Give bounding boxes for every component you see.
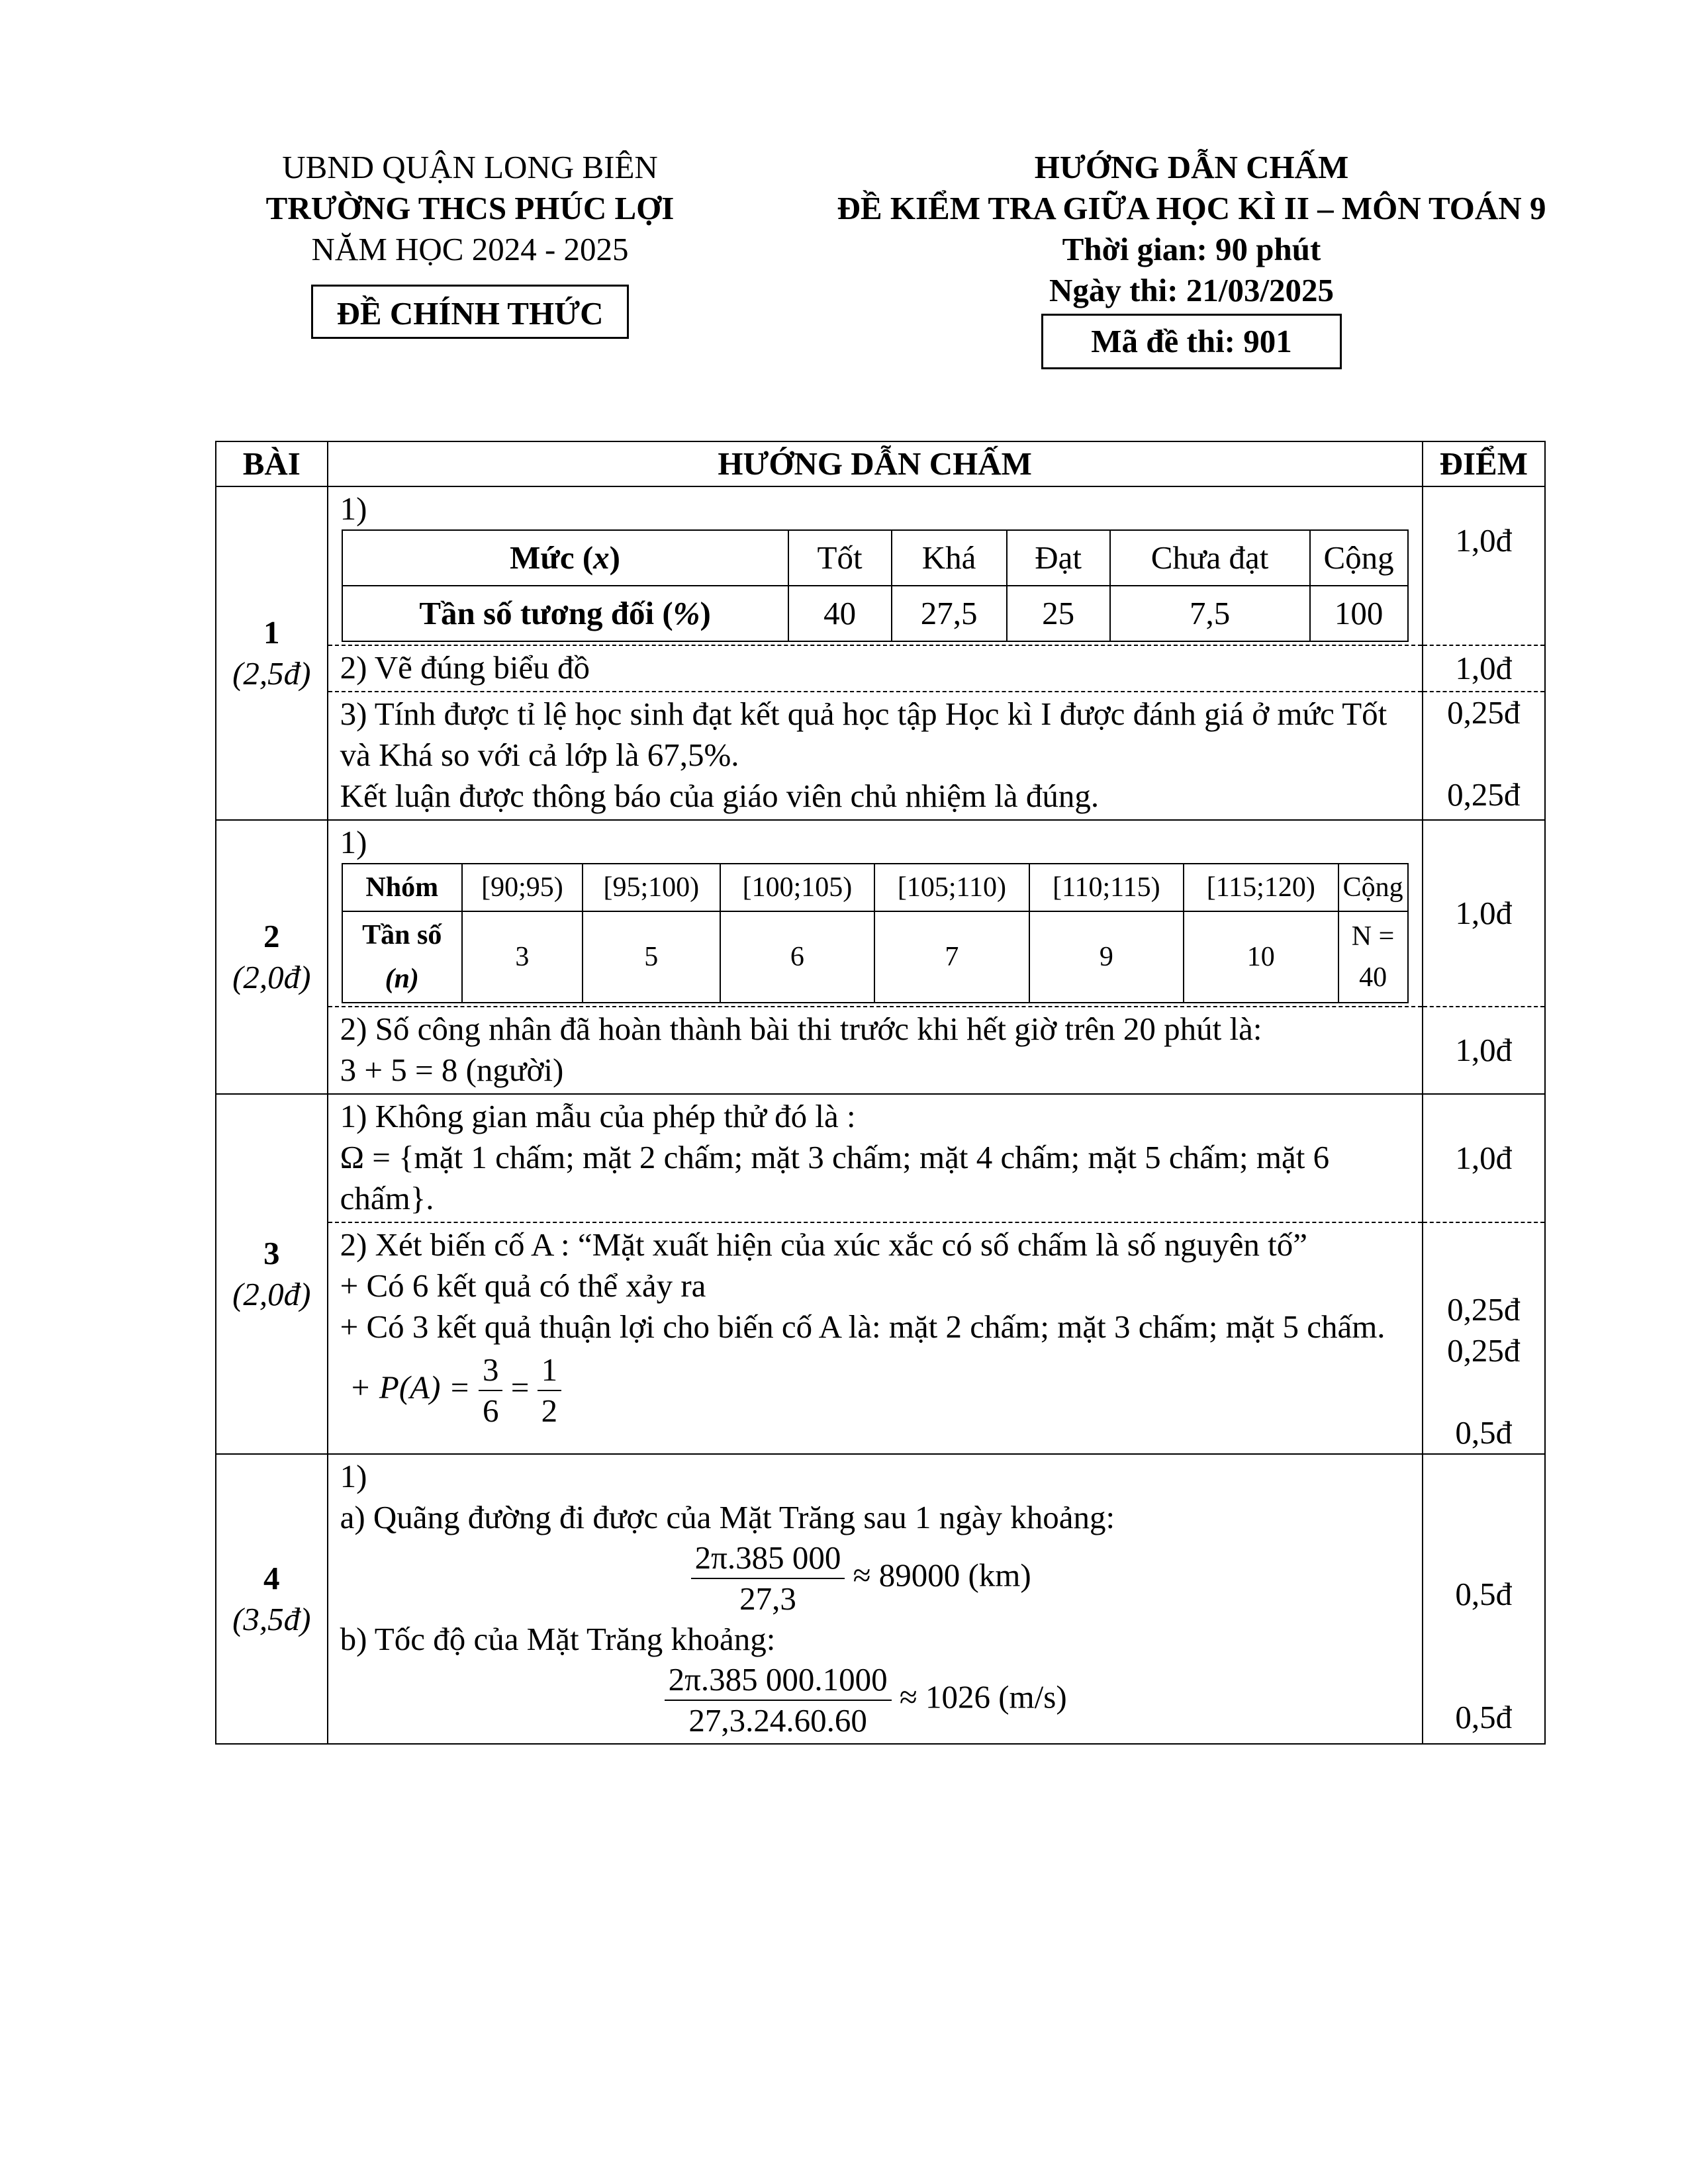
school-name: TRƯỜNG THCS PHÚC LỢI: [265, 190, 675, 226]
q2-cell-tanso-a: Tần số: [362, 920, 442, 950]
q3-part1-row: [216, 1094, 1545, 1222]
q1-table-row2: [342, 586, 1408, 641]
q4-a-text: a) Quãng đường đi được của Mặt Trăng sau 1 ngày khoảng:: [340, 1499, 1115, 1535]
grading-table: [215, 441, 1546, 1745]
q4-a-den: 27,3: [739, 1580, 796, 1617]
header-left: [218, 147, 722, 339]
q1-part3-row: [216, 692, 1545, 820]
q2-part1-row: [216, 820, 1545, 1007]
q1-cell: 7,5: [1110, 586, 1310, 641]
q4-a-formula: [340, 1538, 1413, 1619]
q2-label: [216, 820, 328, 1094]
q2-table-row2: [342, 911, 1408, 1003]
q4-content: [328, 1454, 1423, 1744]
q4-a-frac: [691, 1538, 845, 1619]
q2-cell-tanso-b: (n): [385, 964, 419, 994]
q1-cell: Tốt: [788, 530, 892, 586]
q4-b-den: 27,3.24.60.60: [688, 1702, 867, 1739]
header-right: [741, 147, 1642, 369]
official-badge: ĐỀ CHÍNH THỨC: [311, 285, 630, 339]
q1-table-row1: [342, 530, 1408, 586]
q2-cell: 6: [720, 911, 875, 1003]
q2-cell: [110;115): [1029, 864, 1184, 911]
q3-frac2-num: 1: [538, 1350, 562, 1391]
q1-cell: Cộng: [1310, 530, 1408, 586]
q3-frac1-den: 6: [482, 1392, 499, 1429]
q1-frequency-table: [342, 529, 1409, 642]
q1-part3-line1: 3) Tính được tỉ lệ học sinh đạt kết quả học tập Học kì I được đánh giá ở mức Tốt và Khá so với cả lớp là 67,5%.: [340, 696, 1387, 773]
q2-cell-tanso: [342, 911, 462, 1003]
table-header-row: [216, 441, 1545, 486]
q4-a-num: 2π.385 000: [691, 1538, 845, 1579]
q3-eq-sign: =: [510, 1369, 530, 1406]
q3-part1-line2: Ω = {mặt 1 chấm; mặt 2 chấm; mặt 3 chấm; mặt 4 chấm; mặt 5 chấm; mặt 6 chấm}.: [340, 1139, 1330, 1216]
q4-total: (3,5đ): [232, 1601, 311, 1637]
q2-cell: 5: [583, 911, 720, 1003]
q2-part2-line1: 2) Số công nhân đã hoàn thành bài thi trước khi hết giờ trên 20 phút là:: [340, 1011, 1262, 1047]
q2-part2-points: 1,0đ: [1423, 1007, 1545, 1094]
q1-part1-row: [216, 486, 1545, 645]
q2-part2-content: [328, 1007, 1423, 1094]
q4-a-points: 0,5đ: [1455, 1576, 1513, 1612]
q3-number: 3: [263, 1235, 280, 1271]
q2-part1-points: 1,0đ: [1423, 820, 1545, 1007]
q3-label: [216, 1094, 328, 1454]
exam-code-badge: Mã đề thi: 901: [1041, 314, 1342, 369]
q4-row: [216, 1454, 1545, 1744]
q1-cell-tanso: Tần số tương đối (%): [342, 586, 788, 641]
q1-part2-row: [216, 645, 1545, 692]
q4-b-formula: [340, 1660, 1413, 1741]
q3-part1-points: 1,0đ: [1423, 1094, 1545, 1222]
q2-table-row1: [342, 864, 1408, 911]
q2-cell: 10: [1184, 911, 1338, 1003]
q1-part1-content: [328, 486, 1423, 645]
q4-label: [216, 1454, 328, 1744]
q1-cell: Chưa đạt: [1110, 530, 1310, 586]
q1-total: (2,5đ): [232, 655, 311, 692]
q2-cell: 7: [874, 911, 1029, 1003]
q3-frac2-den: 2: [541, 1392, 558, 1429]
exam-date: Ngày thi: 21/03/2025: [1049, 272, 1335, 308]
q1-cell: 25: [1007, 586, 1110, 641]
q2-cell: Cộng: [1338, 864, 1408, 911]
district-name: UBND QUẬN LONG BIÊN: [282, 149, 658, 185]
q4-b-points: 0,5đ: [1455, 1699, 1513, 1735]
q2-part2-row: [216, 1007, 1545, 1094]
q3-part2-line3: + Có 3 kết quả thuận lợi cho biến cố A là: mặt 2 chấm; mặt 3 chấm; mặt 5 chấm.: [340, 1308, 1385, 1345]
q3-frac1-num: 3: [479, 1350, 503, 1391]
q1-number: 1: [263, 614, 280, 651]
school-year: NĂM HỌC 2024 - 2025: [311, 231, 629, 267]
q1-cell: Khá: [892, 530, 1007, 586]
q2-part1-content: [328, 820, 1423, 1007]
q2-cell: [100;105): [720, 864, 875, 911]
q1-part2-points: 1,0đ: [1423, 645, 1545, 692]
q2-cell: 9: [1029, 911, 1184, 1003]
q3-part2-points3: 0,5đ: [1455, 1414, 1513, 1451]
q3-part2-row: [216, 1222, 1545, 1454]
q1-cell: Đạt: [1007, 530, 1110, 586]
q1-cell: 40: [788, 586, 892, 641]
q2-cell: 3: [462, 911, 583, 1003]
q3-probability: [340, 1350, 1413, 1431]
q3-part2-line2: + Có 6 kết quả có thể xảy ra: [340, 1267, 706, 1304]
col-header-points: ĐIỂM: [1423, 441, 1545, 486]
q4-b-frac: [665, 1660, 892, 1741]
q3-part1-content: [328, 1094, 1423, 1222]
q2-cell: N = 40: [1338, 911, 1408, 1003]
q3-total: (2,0đ): [232, 1276, 311, 1312]
q4-b-result: ≈ 1026 (m/s): [899, 1678, 1067, 1715]
q3-frac1: [479, 1350, 503, 1431]
q1-part3-content: [328, 692, 1423, 820]
q3-part2-content: [328, 1222, 1423, 1454]
q4-points: [1423, 1454, 1545, 1744]
q2-cell-nhom: Nhóm: [342, 864, 462, 911]
q4-a-result: ≈ 89000 (km): [853, 1557, 1031, 1594]
q2-group-table: [342, 863, 1409, 1003]
q4-b-num: 2π.385 000.1000: [665, 1660, 892, 1701]
q2-number: 2: [263, 918, 280, 954]
q1-label: [216, 486, 328, 820]
q1-cell: 27,5: [892, 586, 1007, 641]
q4-number: 4: [263, 1560, 280, 1596]
q3-prob-prefix: + P(A) =: [349, 1369, 471, 1406]
exam-duration: Thời gian: 90 phút: [1062, 231, 1321, 267]
q2-part1-label: 1): [340, 824, 367, 860]
q2-cell: [115;120): [1184, 864, 1338, 911]
q1-part2-content: 2) Vẽ đúng biểu đồ: [328, 645, 1423, 692]
q1-cell-muc: Mức (x): [342, 530, 788, 586]
q1-cell: 100: [1310, 586, 1408, 641]
col-header-guide: HƯỚNG DẪN CHẤM: [328, 441, 1423, 486]
q1-part1-points: 1,0đ: [1423, 486, 1545, 645]
q3-part2-points: [1423, 1222, 1545, 1454]
q1-part1-label: 1): [340, 490, 367, 527]
exam-title: ĐỀ KIỂM TRA GIỮA HỌC KÌ II – MÔN TOÁN 9: [837, 190, 1546, 226]
q2-part2-line2: 3 + 5 = 8 (người): [340, 1052, 564, 1088]
q3-part1-line1: 1) Không gian mẫu của phép thử đó là :: [340, 1098, 856, 1134]
q3-frac2: [538, 1350, 562, 1431]
q1-part3-points1: 0,25đ: [1447, 694, 1521, 731]
q3-part2-line1: 2) Xét biến cố A : “Mặt xuất hiện của xúc xắc có số chấm là số nguyên tố”: [340, 1226, 1307, 1263]
col-header-bai: BÀI: [216, 441, 328, 486]
q1-part3-points: [1423, 692, 1545, 820]
q3-part2-points2: 0,25đ: [1447, 1332, 1521, 1369]
q2-cell: [90;95): [462, 864, 583, 911]
q2-cell: [95;100): [583, 864, 720, 911]
q4-part1-label: 1): [340, 1458, 367, 1494]
q1-part3-points2: 0,25đ: [1447, 776, 1521, 813]
q2-cell: [105;110): [874, 864, 1029, 911]
q3-part2-points1: 0,25đ: [1447, 1291, 1521, 1328]
doc-title: HƯỚNG DẪN CHẤM: [1034, 149, 1349, 185]
q1-part3-line2: Kết luận được thông báo của giáo viên chủ nhiệm là đúng.: [340, 778, 1100, 814]
q2-total: (2,0đ): [232, 959, 311, 995]
q4-b-text: b) Tốc độ của Mặt Trăng khoảng:: [340, 1621, 776, 1657]
